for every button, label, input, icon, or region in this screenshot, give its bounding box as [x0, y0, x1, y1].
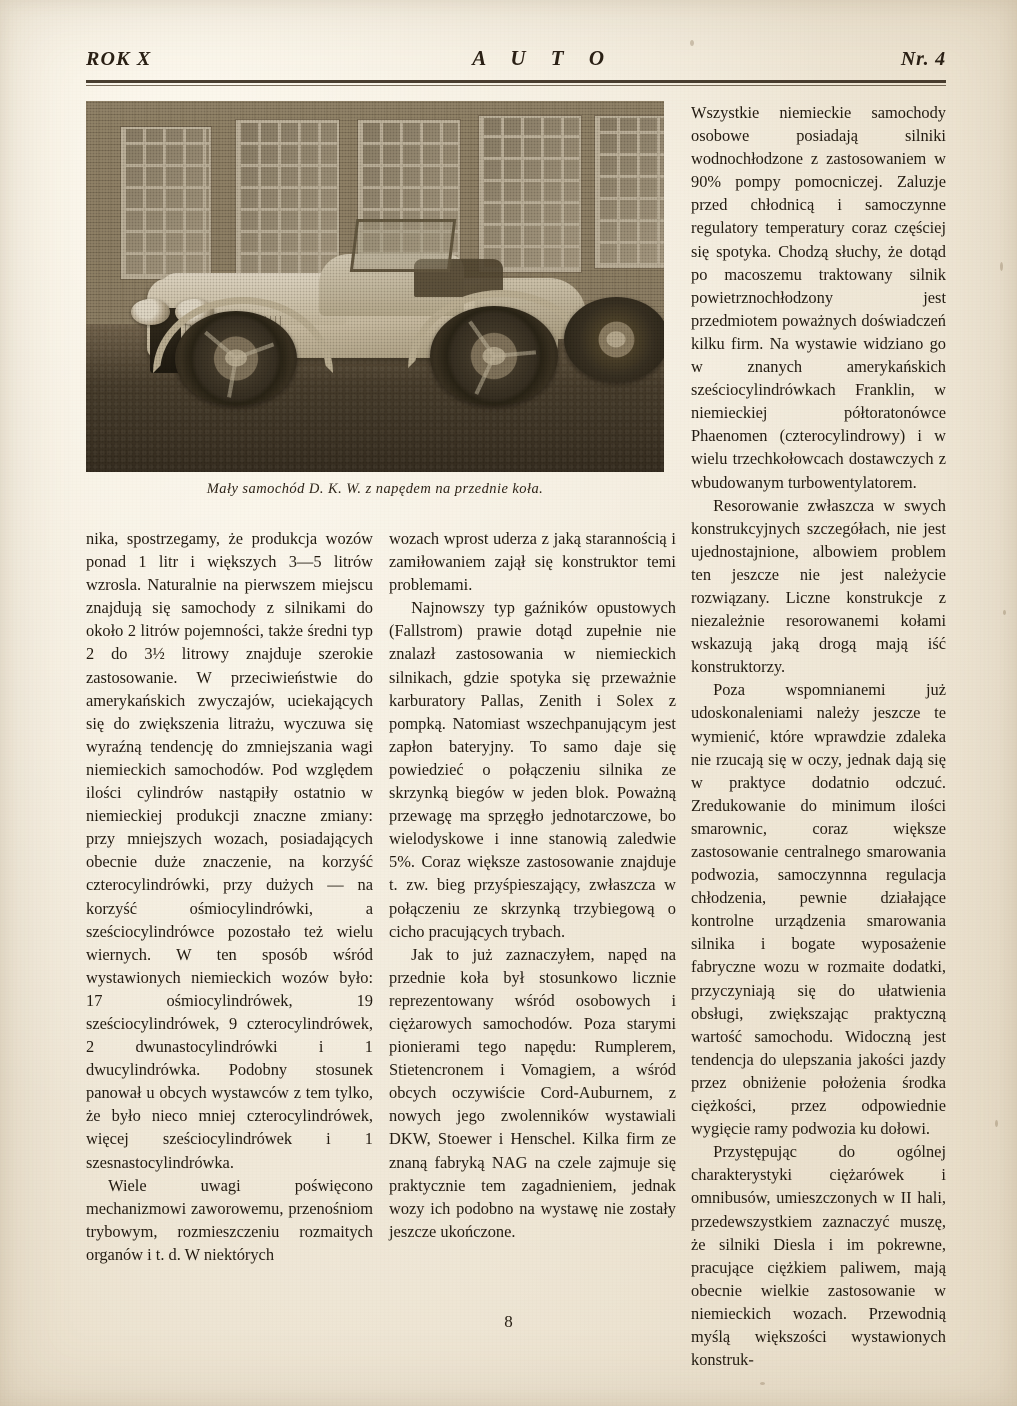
paragraph: wozach wprost uderza z jaką starannością i zamiłowaniem zajął się konstruktor temi problemami. — [389, 529, 676, 595]
scan-speck — [1000, 262, 1003, 271]
figure-photo-block — [86, 101, 664, 472]
running-head — [86, 46, 946, 80]
paragraph: Najnowszy typ gaźników opustowych (Fallstrom) prawie dotąd zupełnie nie znalazł zastosowania w niemieckich silnikach, gdzie spotyka się przeważnie karburatory Pallas, Zenith i Solex z pompką. Natomiast wszechpanującym jest zapłon bateryjny. To samo daje się powiedzieć o połączeniu silnika ze skrzynką biegów w jeden blok. Poważną przewagę ma sprzęgło jednotarczowe, bo wielodyskowe i inne stanowią zaledwie 5%. Coraz większe zastosowanie znajduje t. zw. bieg przyśpieszający, zwłaszcza w połączeniu ze skrzynką trzybiegową o cicho pracujących trybach. — [389, 598, 676, 941]
headlamp — [131, 299, 170, 325]
scan-speck — [760, 1382, 765, 1385]
header-rule — [86, 80, 946, 86]
text-column-2 — [389, 527, 676, 1243]
header-rule-thin — [86, 85, 946, 86]
scan-speck — [1003, 610, 1006, 615]
page-number: 8 — [504, 1312, 513, 1331]
car-dkw-roadster — [98, 183, 653, 420]
paragraph: Poza wspomnianemi już udoskonaleniami należy jeszcze te wymienić, które wprawdzie zdaleka nie rzucają się w oczy, jednak dają się w praktyce dodatnio odczuć. Zredukowanie do minimum ilości smarownic, coraz większe zastosowanie centralnego smarowania podwozia, samoczynnna regulacja chłodzenia, pewnie działające kontrolne urządzenia smarowania silnika i bogate wyposażenie fabryczne wozu w rozmaite dodatki, przyczyniają się do ułatwienia obsługi, zwiększając praktyczną wartość samochodu. Widoczną jest tendencja do ulepszania jakości jazdy przez obniżenie położenia środka ciężkości, przez odpowiednie wygięcie ramy podwozia ku dołowi. — [691, 680, 946, 1139]
paragraph: Przystępując do ogólnej charakterystyki ciężarówek i omnibusów, umieszczonych w II hali, przedewszystkiem zaznaczyć muszę, że silniki Diesla i im pokrewne, pracujące ciężkiem paliwem, mają obecnie wielkie zastosowanie w niemieckich wozach. Przewodnią myślą większości wystawionych konstruk- — [691, 1142, 946, 1370]
publication-title: A U T O — [472, 46, 615, 70]
paragraph: Jak to już zaznaczyłem, napęd na przednie koła był stosunkowo licznie reprezentowany wśród osobowych i ciężarowych samochodów. Poza starymi pionierami tego napędu: Rumplerem, Stietencronem i Vomagiem, a wśród obcych oczywiście Cord-Auburnem, z nowych jego zwolenników wystawiali DKW, Stoewer i Henschel. Kilka firm ze znaną fabryką NAG na czele zajmuje się praktycznie tem zagadnieniem, jednak wozy ich podobno na wystawę nie zostały jeszcze ukończone. — [389, 944, 676, 1241]
spare-wheel — [564, 297, 664, 382]
photo-small-car-dkw — [86, 101, 664, 472]
text-column-1 — [86, 527, 373, 1266]
paragraph: Wszystkie niemieckie samochody osobowe posiadają silniki wodnochłodzone z zastosowaniem w 90% pompy pomocniczej. Zaluzje przed chłodnicą i samoczynne regulatory temperatury coraz częściej się spotyka. Chodzą słuchy, że dotąd po macoszemu traktowany silnik powietrznochłodzony jest przedmiotem poważnych doświadczeń kilku firm. Na wystawie widziano go w znanych amerykańskich sześciocylindrówkach Franklin, w niemieckiej półtoratonówce Phaenomen (czterocylindrowy) i w wielu trzechkołowcach dostawczych z wbudowanym turbowentylatorem. — [691, 103, 946, 492]
front-wheel — [175, 311, 297, 406]
scan-speck — [995, 1120, 998, 1127]
text-column-3 — [691, 101, 946, 1371]
paragraph: Resorowanie zwłaszcza w swych konstrukcyjnych szczegółach, nie jest ujednostajnione, albowiem problem ten jeszcze nie jest należycie rozwiązany. Liczne konstrukcje z niezależnie resorowanemi kołami wskazują jaką drogą mają iść konstruktorzy. — [691, 495, 946, 677]
windscreen — [349, 219, 456, 272]
header-rule-thick — [86, 80, 946, 83]
volume-label: ROK X — [86, 48, 152, 70]
issue-number: Nr. 4 — [900, 48, 946, 70]
rear-wheel — [430, 306, 558, 406]
paragraph: nika, spostrzegamy, że produkcja wozów ponad 1 litr i większych 3—5 litrów wzrosla. Naturalnie na pierwszem miejscu znajdują się samochody z silnikami do około 2 litrów pojemności, także średni typ 2 do 3½ litrowy znajduje szerokie zastosowanie. W przeciwieństwie do amerykańskich zwyczajów, uciekających się do zwiększenia litrażu, wyczuwa się wyraźną tendencję do zmniejszania wagi niemieckich samochodów. Pod względem ilości cylindrów nastąpiły ostatnio w niemieckiej produkcji znaczne zmiany: przy mniejszych wozach, posiadających obecnie duże znaczenie, na korzyść czterocylindrówki, przy dużych — na korzyść ośmiocylindrówki, a sześciocylindrówce pozostało też wielu wiernych. W ten sposób wśród wystawionych niemieckich wozów było: 17 ośmiocylindrówek, 19 sześciocylindrówek, 9 czterocylindrówek, 2 dwunastocylindrówki i 1 dwucylindrówka. Podobny stosunek panował u obcych wystawców z tem tylko, że było nieco mniej czterocylindrówek, więcej sześciocylindrówek i 1 szesnastocylindrówka. — [86, 529, 373, 1172]
scan-speck — [690, 40, 694, 46]
paragraph: Wiele uwagi poświęcono mechanizmowi zaworowemu, przenośniom trybowym, rozmieszczeniu rozmaitych organów i t. d. W niektórych — [86, 1175, 373, 1264]
figure-caption: Mały samochód D. K. W. z napędem na przednie koła. — [206, 481, 544, 497]
